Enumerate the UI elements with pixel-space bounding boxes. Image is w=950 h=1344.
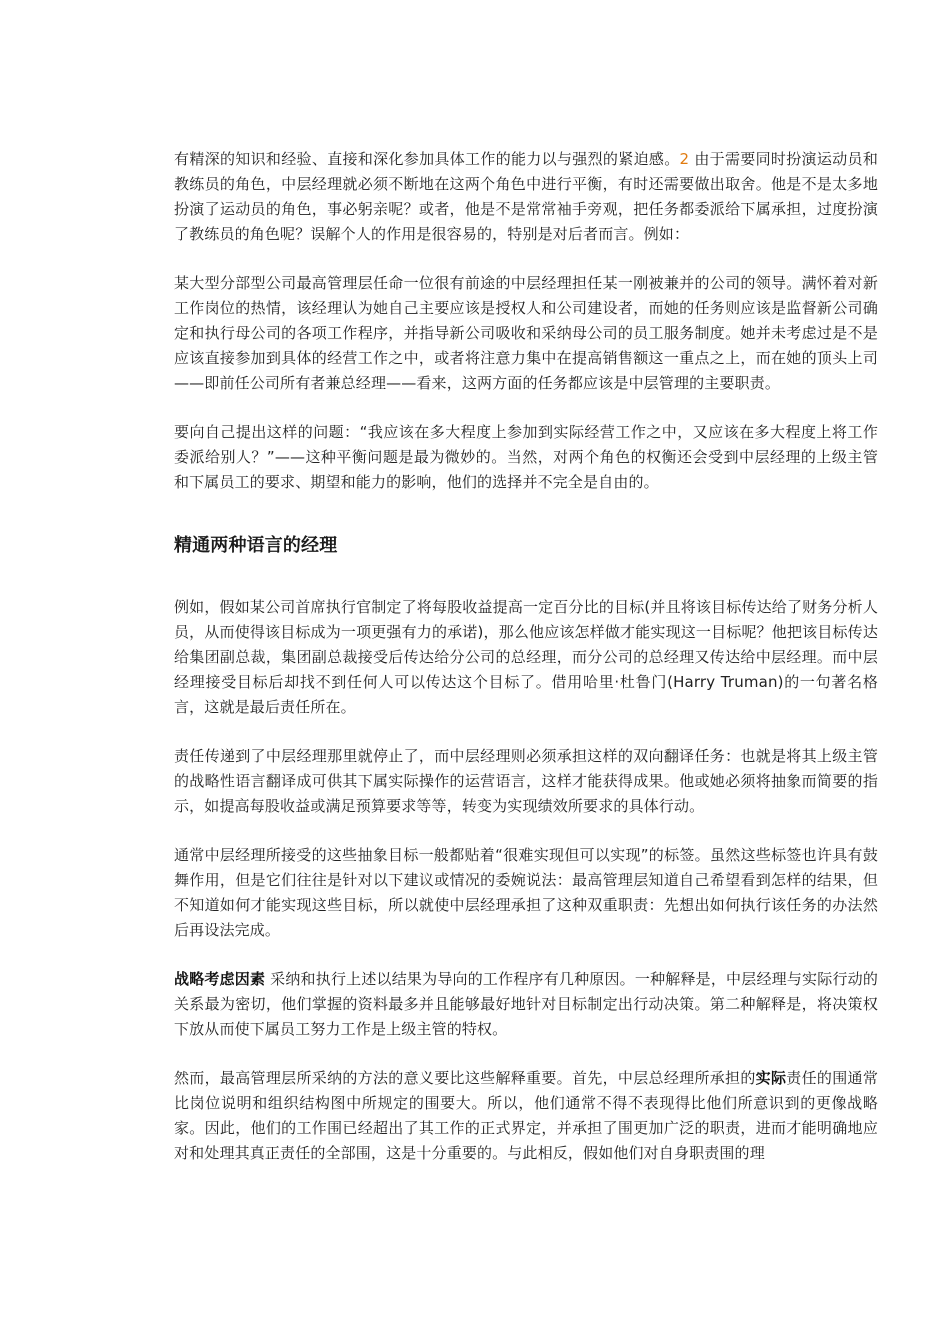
- paragraph-8-emphasis: 实际: [755, 1069, 787, 1087]
- paragraph-6: 通常中层经理所接受的这些抽象目标一般都贴着“很难实现但可以实现”的标签。虽然这些标签也许具有鼓舞作用，但是它们往往是针对以下建议或情况的委婉说法：最高管理层知道自己希望看到怎样的结果，但不知道如何才能实现这些目标，所以就使中层经理承担了这种双重职责：先想出如何执行该任务的办法然后再设法完成。: [174, 846, 878, 939]
- paragraph-7: [174, 967, 878, 1042]
- paragraph-8-text-b: 责任的围通常比岗位说明和组织结构图中所规定的围要大。所以，他们通常不得不表现得比他们所意识到的更像战略家。因此，他们的工作围已经超出了其工作的正式界定，并承担了围更加广泛的职责，进而才能明确地应对和处理其真正责任的全部围，这是十分重要的。与此相反，假如他们对自身职责围的理: [174, 1069, 878, 1162]
- paragraph-1-text-a: 有精深的知识和经验、直接和深化参加具体工作的能力以与强烈的紧迫感。: [174, 150, 680, 168]
- paragraph-2: 某大型分部型公司最高管理层任命一位很有前途的中层经理担任某一刚被兼并的公司的领导。满怀着对新工作岗位的热情，该经理认为她自己主要应该是授权人和公司建设者，而她的任务则应该是监督新公司确定和执行母公司的各项工作程序，并指导新公司吸收和采纳母公司的员工服务制度。她并未考虑过是不是应该直接参加到具体的经营工作之中，或者将注意力集中在提高销售额这一重点之上，而在她的顶头上司——即前任公司所有者兼总经理——看来，这两方面的任务都应该是中层管理的主要职责。: [174, 274, 878, 392]
- paragraph-3: 要向自己提出这样的问题：“我应该在多大程度上参加到实际经营工作之中，又应该在多大程度上将工作委派给别人？”——这种平衡问题是最为微妙的。当然，对两个角色的权衡还会受到中层经理的上级主管和下属员工的要求、期望和能力的影响，他们的选择并不完全是自由的。: [174, 423, 878, 491]
- paragraph-1: [174, 147, 878, 247]
- paragraph-5: 责任传递到了中层经理那里就停止了，而中层经理则必须承担这样的双向翻译任务：也就是将其上级主管的战略性语言翻译成可供其下属实际操作的运营语言，这样才能获得成果。他或她必须将抽象而简要的指示，如提高每股收益或满足预算要求等等，转变为实现绩效所要求的具体行动。: [174, 747, 878, 815]
- paragraph-7-text: 采纳和执行上述以结果为导向的工作程序有几种原因。一种解释是，中层经理与实际行动的关系最为密切，他们掌握的资料最多并且能够最好地针对目标制定出行动决策。第二种解释是，将决策权下放从而使下属员工努力工作是上级主管的特权。: [174, 970, 878, 1038]
- paragraph-1-text-b: 由于需要同时扮演运动员和教练员的角色，中层经理就必须不断地在这两个角色中进行平衡，有时还需要做出取舍。他是不是太多地扮演了运动员的角色，事必躬亲呢？或者，他是不是常常袖手旁观，把任务都委派给下属承担，过度扮演了教练员的角色呢？误解个人的作用是很容易的，特别是对后者而言。例如：: [174, 150, 878, 243]
- paragraph-8-text-a: 然而，最高管理层所采纳的方法的意义要比这些解释重要。首先，中层总经理所承担的: [174, 1069, 756, 1087]
- section-heading: 精通两种语言的经理: [174, 535, 338, 556]
- paragraph-4: 例如，假如某公司首席执行官制定了将每股收益提高一定百分比的目标(并且将该目标传达给了财务分析人员，从而使得该目标成为一项更强有力的承诺)，那么他应该怎样做才能实现这一目标呢？他把该目标传达给集团副总裁，集团副总裁接受后传达给分公司的总经理，而分公司的总经理又传达给中层经理。而中层经理接受目标后却找不到任何人可以传达这个目标了。借用哈里·杜鲁门(Harry Truman)的一句著名格言，这就是最后责任所在。: [174, 598, 878, 716]
- paragraph-7-lead: 战略考虑因素: [174, 970, 266, 988]
- footnote-marker[interactable]: 2: [679, 150, 690, 168]
- paragraph-8: [174, 1066, 878, 1166]
- document-body: [174, 147, 878, 1190]
